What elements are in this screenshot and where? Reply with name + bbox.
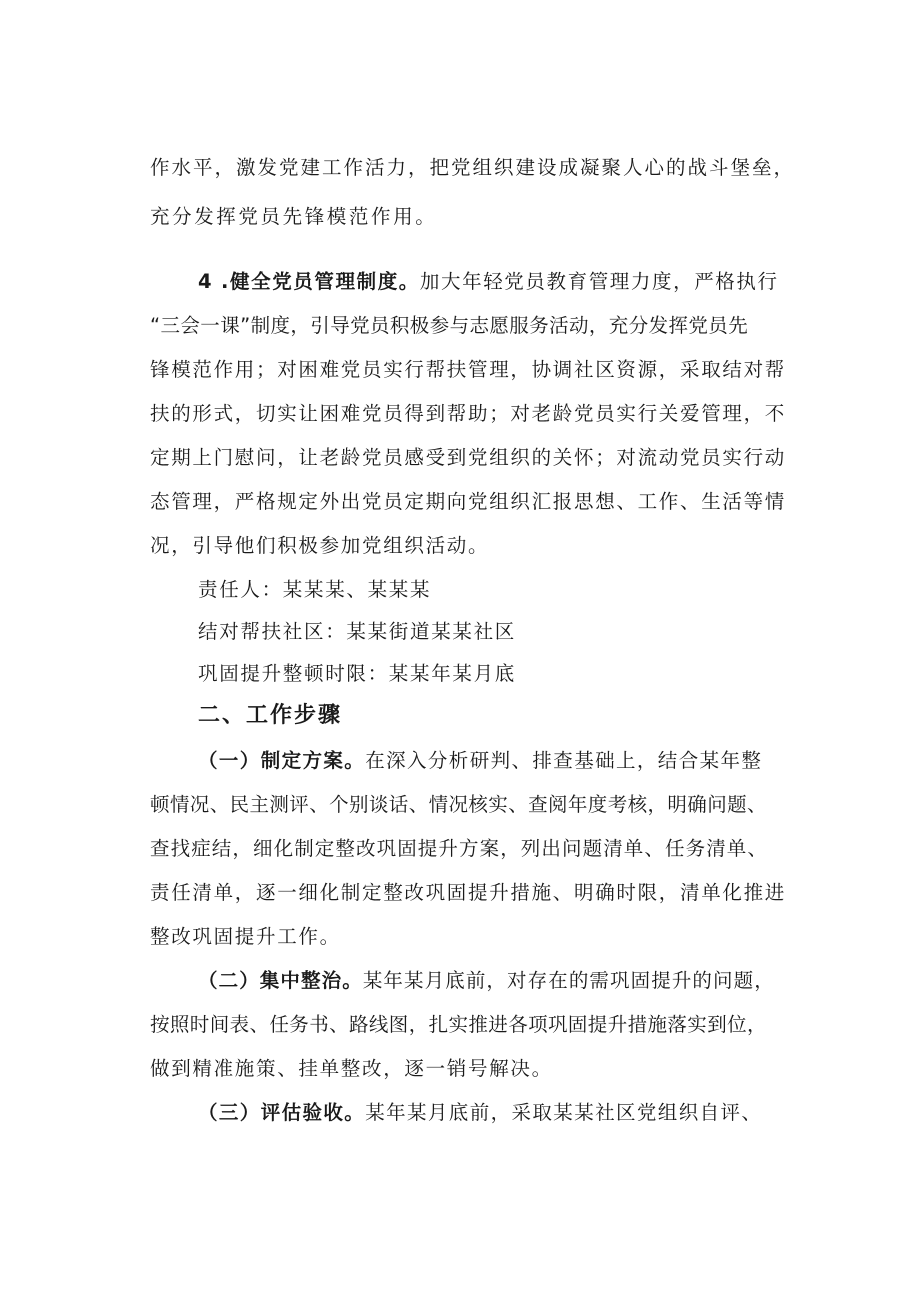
item4-first-line-text: 加大年轻党员教育管理力度，严格执行 xyxy=(419,270,779,293)
item4-title: .健全党员管理制度。 xyxy=(220,270,420,293)
item4-number: 4 xyxy=(198,270,214,293)
step2-line-3: 做到精准施策、挂单整改，逐一销号解决。 xyxy=(150,1057,553,1080)
deadline-line: 巩固提升整顿时限：某某年某月底 xyxy=(198,662,517,685)
step1-line-2: 顿情况、民主测评、个别谈话、情况核实、查阅年度考核，明确问题、 xyxy=(150,793,767,816)
step3-title: （三）评估验收。 xyxy=(198,1101,366,1124)
step1-first-line xyxy=(198,745,762,773)
item4-line-5: 定期上门慰问，让老龄党员感受到党组织的关怀；对流动党员实行动 xyxy=(150,446,787,469)
step1-title: （一）制定方案。 xyxy=(198,749,366,772)
item4-line-3: 锋模范作用；对困难党员实行帮扶管理，协调社区资源，采取结对帮 xyxy=(150,358,787,381)
item4-first-line xyxy=(198,266,779,294)
item4-line-6: 态管理，严格规定外出党员定期向党组织汇报思想、工作、生活等情 xyxy=(150,490,787,513)
step2-first-line xyxy=(198,965,775,993)
intro-line-2: 充分发挥党员先锋模范作用。 xyxy=(150,205,438,228)
responsible-line: 责任人：某某某、某某某 xyxy=(198,578,432,601)
step1-line-5: 整改巩固提升工作。 xyxy=(150,925,341,948)
step3-first-line xyxy=(198,1097,762,1125)
step2-first-line-text: 某年某月底前，对存在的需巩固提升的问题， xyxy=(362,969,775,992)
item4-line-2: “三会一课”制度，引导党员积极参与志愿服务活动，充分发挥党员先 xyxy=(150,314,749,337)
step1-line-4: 责任清单，逐一细化制定整改巩固提升措施、明确时限，清单化推进 xyxy=(150,881,787,904)
step1-first-line-text: 在深入分析研判、排查基础上，结合某年整 xyxy=(365,749,763,772)
intro-line-1: 作水平，激发党建工作活力，把党组织建设成凝聚人心的战斗堡垒， xyxy=(150,156,796,179)
step1-line-3: 查找症结，细化制定整改巩固提升方案，列出问题清单、任务清单、 xyxy=(150,837,769,860)
item4-line-7: 况，引导他们积极参加党组织活动。 xyxy=(150,534,490,557)
item4-line-4: 扶的形式，切实让困难党员得到帮助；对老龄党员实行关爱管理，不 xyxy=(150,402,787,425)
section-heading: 二、工作步骤 xyxy=(198,703,343,728)
step2-line-2: 按照时间表、任务书、路线图，扎实推进各项巩固提升措施落实到位， xyxy=(150,1013,767,1036)
paired-community-line: 结对帮扶社区：某某街道某某社区 xyxy=(198,620,517,643)
step2-title: （二）集中整治。 xyxy=(198,969,363,992)
step3-first-line-text: 某年某月底前，采取某某社区党组织自评、 xyxy=(365,1101,763,1124)
